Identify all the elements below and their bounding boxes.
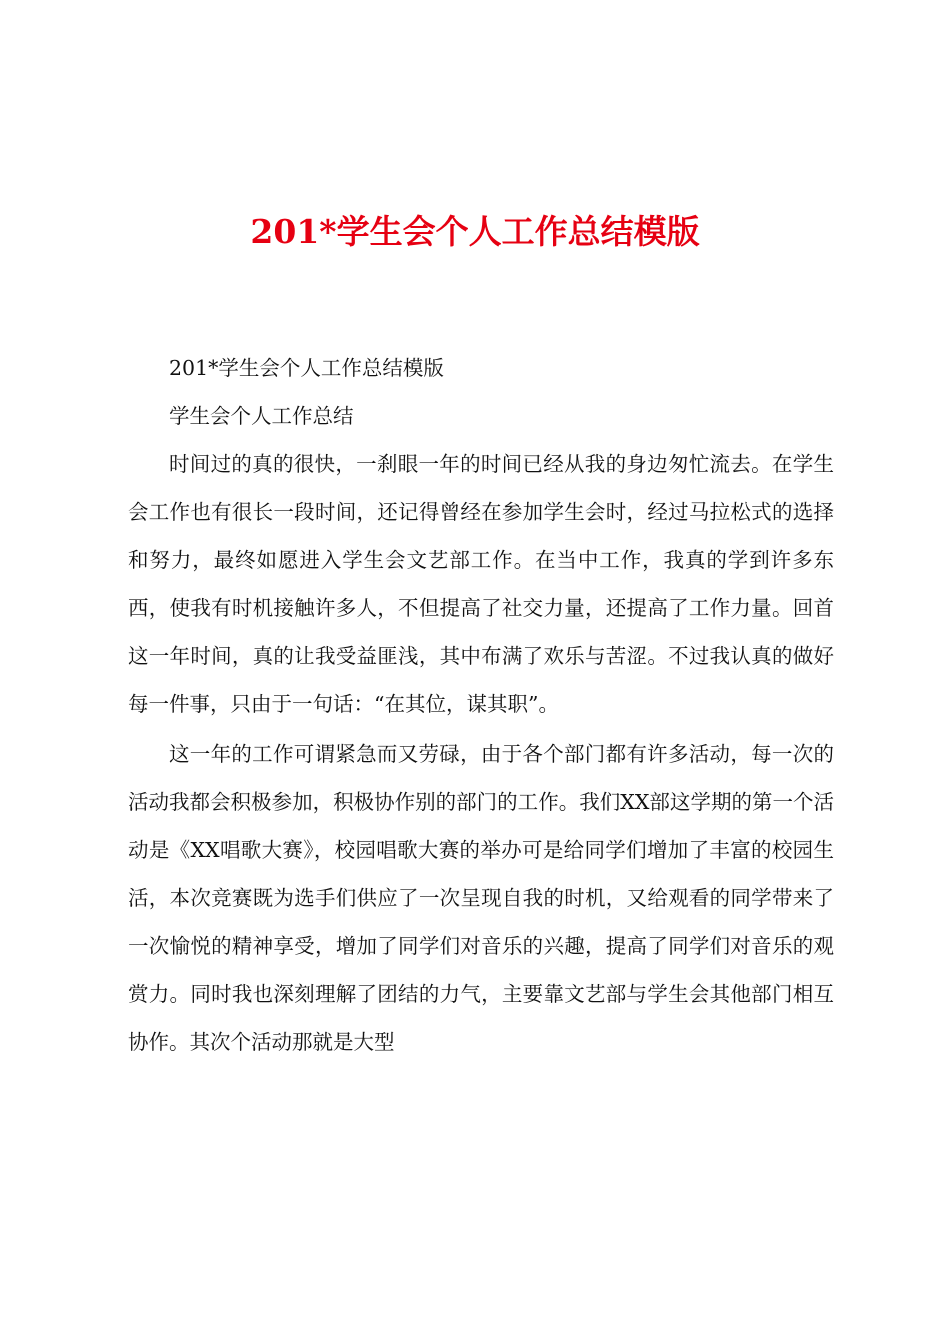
document-body — [128, 344, 834, 1066]
paragraph-subtitle: 201*学生会个人工作总结模版 — [169, 356, 444, 380]
paragraph-section-heading: 学生会个人工作总结 — [169, 404, 354, 428]
document-title: 201*学生会个人工作总结模版 — [250, 212, 700, 251]
paragraph-intro: 时间过的真的很快，一刹眼一年的时间已经从我的身边匆忙流去。在学生会工作也有很长一段时间，还记得曾经在参加学生会时，经过马拉松式的选择和努力，最终如愿进入学生会文艺部工作。在当中工作，我真的学到许多东西，使我有时机接触许多人，不但提高了社交力量，还提高了工作力量。回首这一年时间，真的让我受益匪浅，其中布满了欢乐与苦涩。不过我认真的做好每一件事，只由于一句话：“在其位，谋其职”。 — [128, 452, 834, 716]
paragraph-activities: 这一年的工作可谓紧急而又劳碌，由于各个部门都有许多活动，每一次的活动我都会积极参加，积极协作别的部门的工作。我们XX部这学期的第一个活动是《XX唱歌大赛》，校园唱歌大赛的举办可是给同学们增加了丰富的校园生活，本次竞赛既为选手们供应了一次呈现自我的时机，又给观看的同学带来了一次愉悦的精神享受，增加了同学们对音乐的兴趣，提高了同学们对音乐的观赏力。同时我也深刻理解了团结的力气，主要靠文艺部与学生会其他部门相互协作。其次个活动那就是大型 — [128, 742, 834, 1054]
